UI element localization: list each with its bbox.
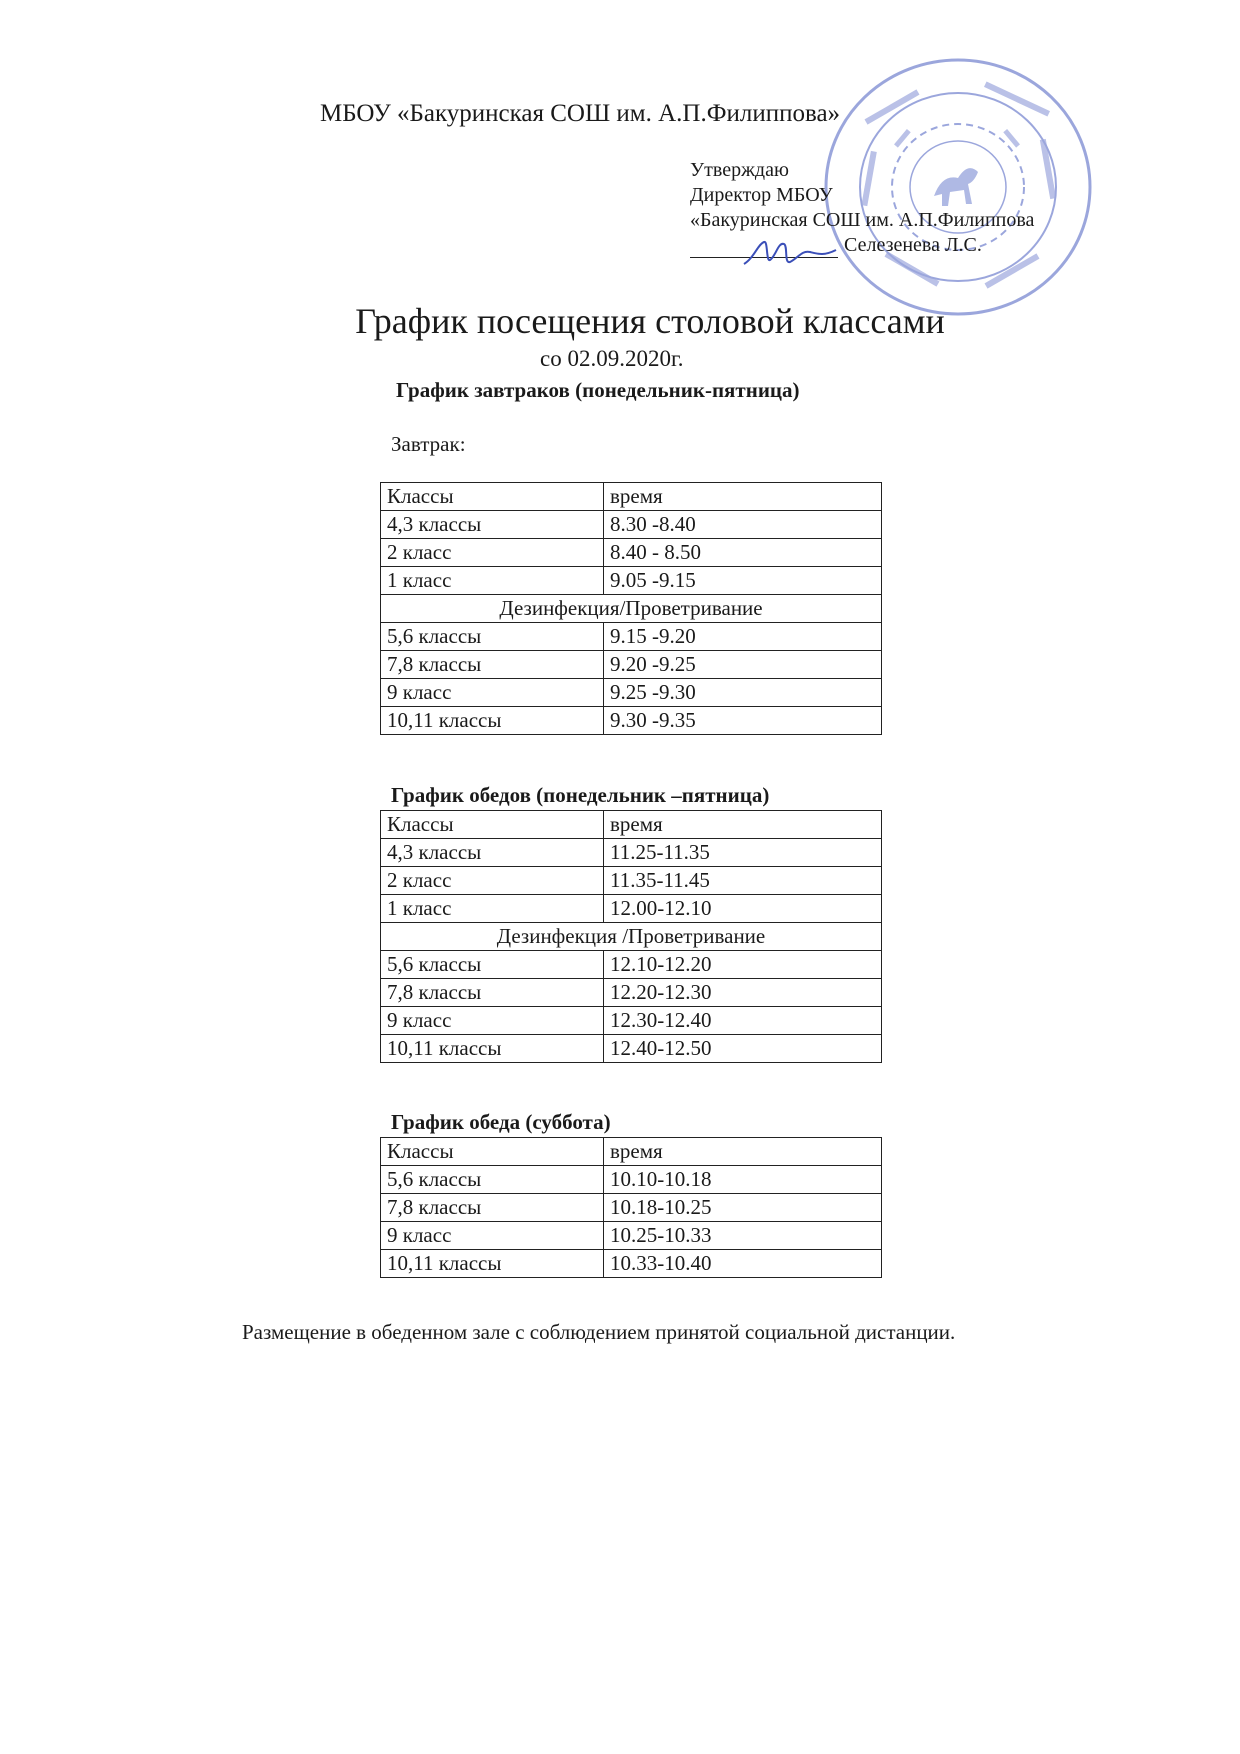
table-row: [381, 623, 882, 651]
time-cell: 11.25-11.35: [604, 839, 882, 867]
table-row: [381, 1007, 882, 1035]
table-row: [381, 539, 882, 567]
time-cell: 10.25-10.33: [604, 1222, 882, 1250]
table-row: [381, 707, 882, 735]
time-cell: 10.33-10.40: [604, 1250, 882, 1278]
approval-line-2: Директор МБОУ: [690, 184, 833, 206]
class-cell: 9 класс: [381, 1007, 604, 1035]
table-row: [381, 979, 882, 1007]
time-cell: 9.25 -9.30: [604, 679, 882, 707]
table-row: [381, 679, 882, 707]
header-cell: Классы: [381, 811, 604, 839]
header-cell: Классы: [381, 483, 604, 511]
class-cell: 5,6 классы: [381, 623, 604, 651]
header-cell: время: [604, 483, 882, 511]
class-cell: 5,6 классы: [381, 951, 604, 979]
time-cell: 9.05 -9.15: [604, 567, 882, 595]
table-row: [381, 923, 882, 951]
table-row: [381, 1035, 882, 1063]
table-row: [381, 651, 882, 679]
table-header-row: [381, 483, 882, 511]
time-cell: 12.30-12.40: [604, 1007, 882, 1035]
table-row: [381, 951, 882, 979]
table-header-row: [381, 1138, 882, 1166]
disinfection-cell: Дезинфекция/Проветривание: [381, 595, 882, 623]
table-row: [381, 1194, 882, 1222]
handwritten-signature-icon: [740, 236, 840, 270]
table-row: [381, 867, 882, 895]
breakfast-table: [380, 482, 882, 735]
time-cell: 12.00-12.10: [604, 895, 882, 923]
time-cell: 12.40-12.50: [604, 1035, 882, 1063]
time-cell: 9.20 -9.25: [604, 651, 882, 679]
class-cell: 2 класс: [381, 867, 604, 895]
lunch-weekday-table: [380, 810, 882, 1063]
breakfast-label: Завтрак:: [391, 432, 466, 456]
time-cell: 10.10-10.18: [604, 1166, 882, 1194]
time-cell: 10.18-10.25: [604, 1194, 882, 1222]
class-cell: 7,8 классы: [381, 979, 604, 1007]
class-cell: 1 класс: [381, 895, 604, 923]
approval-line-3: «Бакуринская СОШ им. А.П.Филиппова: [690, 209, 1035, 231]
time-cell: 9.30 -9.35: [604, 707, 882, 735]
class-cell: 7,8 классы: [381, 1194, 604, 1222]
table-header-row: [381, 811, 882, 839]
organization-name: МБОУ «Бакуринская СОШ им. А.П.Филиппова»: [320, 100, 841, 127]
time-cell: 11.35-11.45: [604, 867, 882, 895]
header-cell: Классы: [381, 1138, 604, 1166]
class-cell: 4,3 классы: [381, 511, 604, 539]
header-cell: время: [604, 1138, 882, 1166]
table-row: [381, 1250, 882, 1278]
class-cell: 10,11 классы: [381, 1250, 604, 1278]
time-cell: 8.40 - 8.50: [604, 539, 882, 567]
table-row: [381, 595, 882, 623]
class-cell: 9 класс: [381, 679, 604, 707]
class-cell: 5,6 классы: [381, 1166, 604, 1194]
class-cell: 9 класс: [381, 1222, 604, 1250]
footer-note: Размещение в обеденном зале с соблюдением принятой социальной дистанции.: [242, 1320, 956, 1344]
disinfection-cell: Дезинфекция /Проветривание: [381, 923, 882, 951]
signer-name: Селезенева Л.С.: [844, 234, 982, 256]
table-row: [381, 567, 882, 595]
class-cell: 2 класс: [381, 539, 604, 567]
table-row: [381, 839, 882, 867]
document-title: График посещения столовой классами: [355, 301, 945, 341]
lunch-saturday-heading: График обеда (суббота): [391, 1110, 611, 1134]
effective-date: со 02.09.2020г.: [540, 346, 684, 371]
table-row: [381, 1166, 882, 1194]
table-row: [381, 1222, 882, 1250]
class-cell: 10,11 классы: [381, 707, 604, 735]
class-cell: 7,8 классы: [381, 651, 604, 679]
time-cell: 9.15 -9.20: [604, 623, 882, 651]
approval-line-1: Утверждаю: [690, 159, 789, 181]
time-cell: 12.10-12.20: [604, 951, 882, 979]
time-cell: 8.30 -8.40: [604, 511, 882, 539]
lunch-weekday-heading: График обедов (понедельник –пятница): [391, 783, 770, 807]
class-cell: 10,11 классы: [381, 1035, 604, 1063]
lunch-saturday-table: [380, 1137, 882, 1278]
table-row: [381, 511, 882, 539]
class-cell: 4,3 классы: [381, 839, 604, 867]
class-cell: 1 класс: [381, 567, 604, 595]
header-cell: время: [604, 811, 882, 839]
table-row: [381, 895, 882, 923]
time-cell: 12.20-12.30: [604, 979, 882, 1007]
breakfast-heading: График завтраков (понедельник-пятница): [396, 378, 800, 402]
